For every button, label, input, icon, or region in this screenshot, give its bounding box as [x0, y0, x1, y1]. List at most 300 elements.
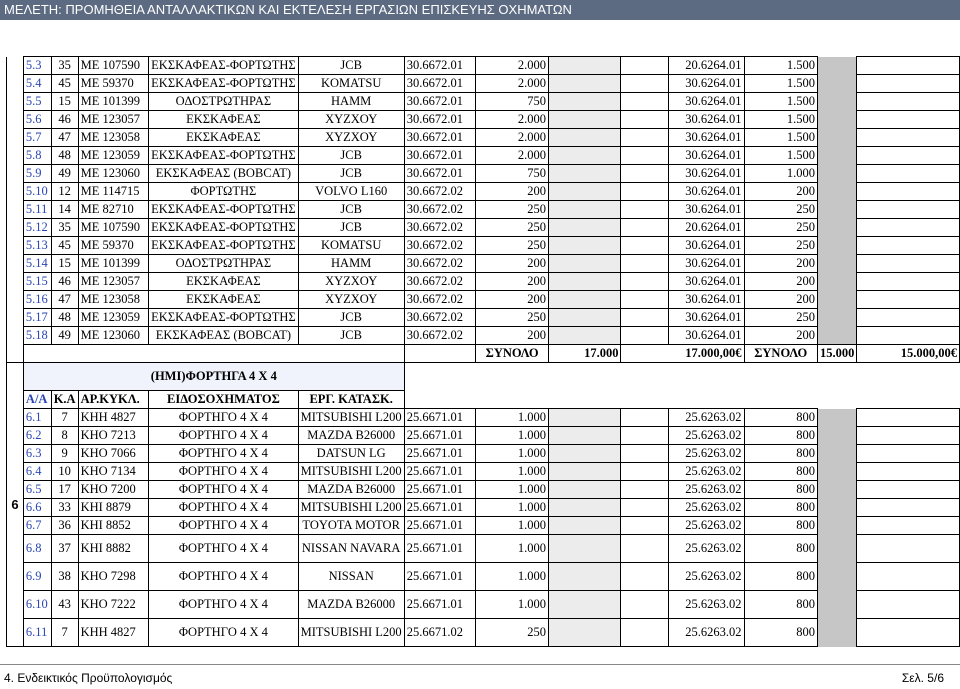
table-row [7, 427, 960, 445]
row-spacer [621, 535, 668, 563]
row-code-2: 30.6264.01 [668, 237, 744, 255]
row-amount-2 [857, 93, 960, 111]
row-plate: ΜΕ 123060 [78, 165, 149, 183]
row-code-1: 30.6672.01 [404, 147, 476, 165]
row-qty-2: 200 [744, 291, 817, 309]
row-vehicle-type: ΦΟΡΤΩΤΗΣ [149, 183, 298, 201]
header-row-rest [404, 391, 959, 409]
row-spacer [621, 291, 668, 309]
row-ka: 17 [51, 481, 78, 499]
table-row [7, 93, 960, 111]
row-qty-2: 1.000 [744, 165, 817, 183]
row-code-1: 30.6672.02 [404, 309, 476, 327]
row-code-2: 30.6264.01 [668, 309, 744, 327]
row-id: 6.7 [23, 517, 51, 535]
section-title-row [7, 363, 960, 391]
row-code-1: 25.6671.01 [404, 535, 476, 563]
row-amount-1 [548, 445, 620, 463]
row-amount-1 [548, 563, 620, 591]
table-row [7, 291, 960, 309]
row-shade [817, 237, 856, 255]
row-amount-2 [857, 619, 960, 647]
title-row-rest [404, 363, 959, 391]
row-plate: ΜΕ 123057 [78, 273, 149, 291]
row-ka: 35 [51, 57, 78, 75]
row-ka: 36 [51, 517, 78, 535]
table-row [7, 237, 960, 255]
row-shade [817, 309, 856, 327]
row-shade [817, 427, 856, 445]
row-amount-1 [548, 165, 620, 183]
row-id: 6.2 [23, 427, 51, 445]
row-id: 6.10 [23, 591, 51, 619]
row-make: JCB [298, 309, 404, 327]
row-shade [817, 409, 856, 427]
row-make: JCB [298, 165, 404, 183]
row-amount-2 [857, 517, 960, 535]
row-plate: ΜΕ 114715 [78, 183, 149, 201]
row-make: ΧΥΖΧΟΥ [298, 291, 404, 309]
row-id: 6.4 [23, 463, 51, 481]
totals-empty-2 [404, 345, 476, 363]
row-qty-1: 750 [476, 93, 549, 111]
section-margin [7, 201, 24, 219]
row-amount-1 [548, 93, 620, 111]
row-spacer [621, 309, 668, 327]
row-spacer [621, 409, 668, 427]
row-plate: ΚΗΟ 7213 [78, 427, 149, 445]
row-code-2: 30.6264.01 [668, 165, 744, 183]
row-qty-2: 800 [744, 481, 817, 499]
row-shade [817, 499, 856, 517]
row-id: 5.15 [23, 273, 51, 291]
row-qty-1: 250 [476, 619, 549, 647]
row-amount-1 [548, 481, 620, 499]
row-amount-1 [548, 309, 620, 327]
row-amount-2 [857, 563, 960, 591]
row-qty-1: 250 [476, 201, 549, 219]
row-qty-2: 1.500 [744, 129, 817, 147]
row-spacer [621, 273, 668, 291]
row-spacer [621, 201, 668, 219]
row-plate: ΜΕ 123059 [78, 309, 149, 327]
row-qty-2: 800 [744, 463, 817, 481]
row-qty-1: 250 [476, 309, 549, 327]
totals-amount-2: 15.000,00€ [857, 345, 960, 363]
row-ka: 14 [51, 201, 78, 219]
totals-label-1: ΣΥΝΟΛΟ [476, 345, 549, 363]
row-id: 6.8 [23, 535, 51, 563]
row-make: MAZDA B26000 [298, 427, 404, 445]
row-plate: ΜΕ 107590 [78, 57, 149, 75]
row-plate: ΚΗΙ 8852 [78, 517, 149, 535]
row-qty-1: 200 [476, 273, 549, 291]
row-shade [817, 327, 856, 345]
footer-section-label: 4. Ενδεικτικός Προϋπολογισμός [4, 671, 173, 685]
row-vehicle-type: ΕΚΣΚΑΦΕΑΣ-ΦΟΡΤΩΤΗΣ [149, 57, 298, 75]
row-qty-2: 800 [744, 535, 817, 563]
header-plate: ΑΡ.ΚΥΚΛ. [78, 391, 149, 409]
row-plate: ΚΗΟ 7134 [78, 463, 149, 481]
row-spacer [621, 237, 668, 255]
row-ka: 47 [51, 291, 78, 309]
section-margin [7, 183, 24, 201]
row-amount-1 [548, 327, 620, 345]
row-shade [817, 165, 856, 183]
row-spacer [621, 481, 668, 499]
row-spacer [621, 499, 668, 517]
section-margin [7, 165, 24, 183]
row-amount-1 [548, 591, 620, 619]
section-number: 6 [7, 363, 24, 647]
row-amount-2 [857, 255, 960, 273]
row-amount-2 [857, 291, 960, 309]
row-shade [817, 481, 856, 499]
row-plate: ΚΗΙ 8879 [78, 499, 149, 517]
row-vehicle-type: ΟΔΟΣΤΡΩΤΗΡΑΣ [149, 93, 298, 111]
row-make: MITSUBISHI L200 [298, 619, 404, 647]
section-margin [7, 111, 24, 129]
section-title: (ΗΜΙ)ΦΟΡΤΗΓΑ 4 Χ 4 [23, 363, 404, 391]
row-id: 5.3 [23, 57, 51, 75]
row-qty-1: 1.000 [476, 445, 549, 463]
row-qty-2: 1.500 [744, 93, 817, 111]
row-code-2: 25.6263.02 [668, 499, 744, 517]
totals-amount-1: 17.000,00€ [621, 345, 744, 363]
row-plate: ΜΕ 123058 [78, 291, 149, 309]
row-code-2: 20.6264.01 [668, 219, 744, 237]
row-qty-1: 200 [476, 255, 549, 273]
row-vehicle-type: ΕΚΣΚΑΦΕΑΣ-ΦΟΡΤΩΤΗΣ [149, 219, 298, 237]
row-id: 6.5 [23, 481, 51, 499]
row-amount-2 [857, 463, 960, 481]
row-qty-2: 250 [744, 237, 817, 255]
table-row [7, 147, 960, 165]
row-code-2: 25.6263.02 [668, 481, 744, 499]
row-code-1: 25.6671.01 [404, 499, 476, 517]
table-row [7, 563, 960, 591]
table-row [7, 535, 960, 563]
section-margin [7, 309, 24, 327]
row-qty-2: 800 [744, 409, 817, 427]
row-qty-1: 2.000 [476, 147, 549, 165]
row-ka: 49 [51, 165, 78, 183]
row-code-2: 30.6264.01 [668, 201, 744, 219]
row-vehicle-type: ΦΟΡΤΗΓΟ 4 Χ 4 [149, 535, 298, 563]
row-amount-1 [548, 619, 620, 647]
row-id: 5.7 [23, 129, 51, 147]
row-qty-2: 800 [744, 591, 817, 619]
row-code-1: 25.6671.01 [404, 591, 476, 619]
row-code-2: 25.6263.02 [668, 445, 744, 463]
row-id: 6.9 [23, 563, 51, 591]
row-shade [817, 273, 856, 291]
row-code-2: 25.6263.02 [668, 591, 744, 619]
row-make: JCB [298, 201, 404, 219]
row-id: 5.16 [23, 291, 51, 309]
row-code-1: 25.6671.01 [404, 563, 476, 591]
row-ka: 15 [51, 255, 78, 273]
row-plate: ΜΕ 107590 [78, 219, 149, 237]
row-amount-1 [548, 291, 620, 309]
row-plate: ΜΕ 123057 [78, 111, 149, 129]
row-amount-1 [548, 147, 620, 165]
row-make: NISSAN [298, 563, 404, 591]
row-amount-2 [857, 165, 960, 183]
row-code-2: 30.6264.01 [668, 111, 744, 129]
row-qty-2: 200 [744, 327, 817, 345]
row-ka: 9 [51, 445, 78, 463]
row-qty-1: 2.000 [476, 111, 549, 129]
row-shade [817, 591, 856, 619]
row-shade [817, 111, 856, 129]
table-row [7, 409, 960, 427]
row-make: ΧΥΖΧΟΥ [298, 111, 404, 129]
row-id: 6.3 [23, 445, 51, 463]
row-ka: 35 [51, 219, 78, 237]
row-vehicle-type: ΕΚΣΚΑΦΕΑΣ-ΦΟΡΤΩΤΗΣ [149, 147, 298, 165]
row-qty-2: 800 [744, 619, 817, 647]
table-row [7, 591, 960, 619]
row-spacer [621, 183, 668, 201]
row-qty-2: 800 [744, 445, 817, 463]
table-row [7, 619, 960, 647]
section-margin [7, 273, 24, 291]
row-code-2: 25.6263.02 [668, 463, 744, 481]
row-ka: 12 [51, 183, 78, 201]
page-footer [0, 664, 960, 689]
row-qty-2: 1.500 [744, 75, 817, 93]
row-vehicle-type: ΦΟΡΤΗΓΟ 4 Χ 4 [149, 591, 298, 619]
row-spacer [621, 591, 668, 619]
row-qty-1: 2.000 [476, 75, 549, 93]
row-id: 5.6 [23, 111, 51, 129]
row-ka: 33 [51, 499, 78, 517]
table-row [7, 75, 960, 93]
row-vehicle-type: ΕΚΣΚΑΦΕΑΣ [149, 273, 298, 291]
row-qty-2: 1.500 [744, 57, 817, 75]
row-code-2: 25.6263.02 [668, 619, 744, 647]
row-amount-2 [857, 481, 960, 499]
row-id: 5.18 [23, 327, 51, 345]
section-margin [7, 237, 24, 255]
row-spacer [621, 517, 668, 535]
row-qty-2: 250 [744, 219, 817, 237]
row-spacer [621, 427, 668, 445]
row-code-2: 30.6264.01 [668, 147, 744, 165]
row-make: MITSUBISHI L200 [298, 409, 404, 427]
row-code-1: 25.6671.01 [404, 427, 476, 445]
row-vehicle-type: ΕΚΣΚΑΦΕΑΣ-ΦΟΡΤΩΤΗΣ [149, 237, 298, 255]
table-row [7, 129, 960, 147]
row-amount-2 [857, 273, 960, 291]
row-code-1: 30.6672.01 [404, 75, 476, 93]
row-code-1: 30.6672.01 [404, 57, 476, 75]
row-amount-2 [857, 201, 960, 219]
header-vehicle-type: ΕΙΔΟΣΟΧΗΜΑΤΟΣ [149, 391, 298, 409]
row-make: MAZDA B26000 [298, 591, 404, 619]
row-code-2: 20.6264.01 [668, 57, 744, 75]
row-qty-1: 200 [476, 327, 549, 345]
row-qty-1: 1.000 [476, 499, 549, 517]
row-spacer [621, 75, 668, 93]
row-qty-2: 800 [744, 517, 817, 535]
row-vehicle-type: ΕΚΣΚΑΦΕΑΣ [149, 111, 298, 129]
row-code-2: 30.6264.01 [668, 93, 744, 111]
row-amount-2 [857, 237, 960, 255]
totals-qty-2: 15.000 [817, 345, 856, 363]
row-qty-1: 250 [476, 237, 549, 255]
document-header: ΜΕΛΕΤΗ: ΠΡΟΜΗΘΕΙΑ ΑΝΤΑΛΛΑΚΤΙΚΩΝ ΚΑΙ ΕΚΤΕΛΕΣΗ ΕΡΓΑΣΙΩΝ ΕΠΙΣΚΕΥΗΣ ΟΧΗΜΑΤΩΝ [0, 0, 960, 20]
row-make: NISSAN NAVARA [298, 535, 404, 563]
row-vehicle-type: ΦΟΡΤΗΓΟ 4 Χ 4 [149, 499, 298, 517]
row-qty-2: 200 [744, 255, 817, 273]
row-amount-1 [548, 409, 620, 427]
row-vehicle-type: ΕΚΣΚΑΦΕΑΣ-ΦΟΡΤΩΤΗΣ [149, 309, 298, 327]
table-row [7, 499, 960, 517]
row-amount-2 [857, 57, 960, 75]
row-qty-2: 1.500 [744, 111, 817, 129]
row-make: MITSUBISHI L200 [298, 463, 404, 481]
column-header-row [7, 391, 960, 409]
row-code-1: 30.6672.02 [404, 237, 476, 255]
totals-row [7, 345, 960, 363]
row-spacer [621, 563, 668, 591]
row-code-2: 25.6263.02 [668, 409, 744, 427]
row-shade [817, 57, 856, 75]
row-amount-2 [857, 591, 960, 619]
row-ka: 48 [51, 147, 78, 165]
row-amount-2 [857, 75, 960, 93]
table-row [7, 327, 960, 345]
row-qty-1: 1.000 [476, 427, 549, 445]
row-code-1: 30.6672.02 [404, 291, 476, 309]
row-id: 6.1 [23, 409, 51, 427]
row-amount-2 [857, 111, 960, 129]
row-make: HAMM [298, 93, 404, 111]
row-vehicle-type: ΕΚΣΚΑΦΕΑΣ [149, 129, 298, 147]
row-code-1: 30.6672.01 [404, 129, 476, 147]
row-amount-2 [857, 327, 960, 345]
row-make: TOYOTA MOTOR [298, 517, 404, 535]
row-plate: ΚΗΟ 7298 [78, 563, 149, 591]
row-ka: 49 [51, 327, 78, 345]
row-shade [817, 517, 856, 535]
row-qty-1: 750 [476, 165, 549, 183]
row-qty-1: 200 [476, 183, 549, 201]
row-vehicle-type: ΦΟΡΤΗΓΟ 4 Χ 4 [149, 409, 298, 427]
row-amount-2 [857, 427, 960, 445]
row-vehicle-type: ΦΟΡΤΗΓΟ 4 Χ 4 [149, 427, 298, 445]
row-make: JCB [298, 147, 404, 165]
row-spacer [621, 111, 668, 129]
budget-table [6, 56, 960, 647]
row-plate: ΚΗΗ 4827 [78, 409, 149, 427]
row-qty-2: 250 [744, 309, 817, 327]
row-shade [817, 129, 856, 147]
row-make: HAMM [298, 255, 404, 273]
row-code-1: 30.6672.01 [404, 111, 476, 129]
row-qty-1: 1.000 [476, 535, 549, 563]
row-amount-1 [548, 237, 620, 255]
row-vehicle-type: ΦΟΡΤΗΓΟ 4 Χ 4 [149, 517, 298, 535]
row-qty-1: 2.000 [476, 57, 549, 75]
row-make: KOMATSU [298, 75, 404, 93]
row-code-1: 25.6671.01 [404, 409, 476, 427]
section-margin [7, 327, 24, 345]
row-plate: ΜΕ 101399 [78, 93, 149, 111]
row-qty-1: 2.000 [476, 129, 549, 147]
row-plate: ΜΕ 123059 [78, 147, 149, 165]
row-amount-1 [548, 219, 620, 237]
table-row [7, 309, 960, 327]
row-vehicle-type: ΦΟΡΤΗΓΟ 4 Χ 4 [149, 563, 298, 591]
row-make: JCB [298, 57, 404, 75]
header-make: ΕΡΓ. ΚΑΤΑΣΚ. [298, 391, 404, 409]
row-code-1: 30.6672.02 [404, 183, 476, 201]
row-code-2: 25.6263.02 [668, 517, 744, 535]
row-shade [817, 619, 856, 647]
row-code-1: 30.6672.02 [404, 219, 476, 237]
row-ka: 48 [51, 309, 78, 327]
row-amount-1 [548, 499, 620, 517]
row-shade [817, 75, 856, 93]
row-spacer [621, 327, 668, 345]
row-make: JCB [298, 327, 404, 345]
row-vehicle-type: ΕΚΣΚΑΦΕΑΣ-ΦΟΡΤΩΤΗΣ [149, 201, 298, 219]
row-code-2: 25.6263.02 [668, 535, 744, 563]
row-code-1: 30.6672.02 [404, 327, 476, 345]
row-make: VOLVO L160 [298, 183, 404, 201]
row-vehicle-type: ΦΟΡΤΗΓΟ 4 Χ 4 [149, 481, 298, 499]
row-ka: 45 [51, 237, 78, 255]
row-vehicle-type: ΦΟΡΤΗΓΟ 4 Χ 4 [149, 463, 298, 481]
row-ka: 47 [51, 129, 78, 147]
row-amount-1 [548, 535, 620, 563]
row-spacer [621, 463, 668, 481]
table-row [7, 463, 960, 481]
row-amount-1 [548, 201, 620, 219]
row-spacer [621, 93, 668, 111]
row-vehicle-type: ΕΚΣΚΑΦΕΑΣ (BOBCAT) [149, 327, 298, 345]
row-shade [817, 563, 856, 591]
row-ka: 46 [51, 273, 78, 291]
row-vehicle-type: ΕΚΣΚΑΦΕΑΣ-ΦΟΡΤΩΤΗΣ [149, 75, 298, 93]
row-code-1: 25.6671.01 [404, 517, 476, 535]
row-vehicle-type: ΕΚΣΚΑΦΕΑΣ [149, 291, 298, 309]
row-amount-2 [857, 535, 960, 563]
row-make: MITSUBISHI L200 [298, 499, 404, 517]
row-amount-2 [857, 309, 960, 327]
row-code-2: 30.6264.01 [668, 75, 744, 93]
row-id: 5.13 [23, 237, 51, 255]
table-row [7, 111, 960, 129]
row-vehicle-type: ΕΚΣΚΑΦΕΑΣ (BOBCAT) [149, 165, 298, 183]
row-code-1: 25.6671.01 [404, 481, 476, 499]
row-qty-2: 200 [744, 183, 817, 201]
row-qty-1: 1.000 [476, 517, 549, 535]
row-id: 5.5 [23, 93, 51, 111]
row-vehicle-type: ΦΟΡΤΗΓΟ 4 Χ 4 [149, 445, 298, 463]
row-ka: 10 [51, 463, 78, 481]
row-make: ΧΥΖΧΟΥ [298, 273, 404, 291]
row-ka: 46 [51, 111, 78, 129]
table-row [7, 183, 960, 201]
row-id: 5.17 [23, 309, 51, 327]
row-code-2: 25.6263.02 [668, 563, 744, 591]
table-row [7, 201, 960, 219]
row-amount-2 [857, 219, 960, 237]
